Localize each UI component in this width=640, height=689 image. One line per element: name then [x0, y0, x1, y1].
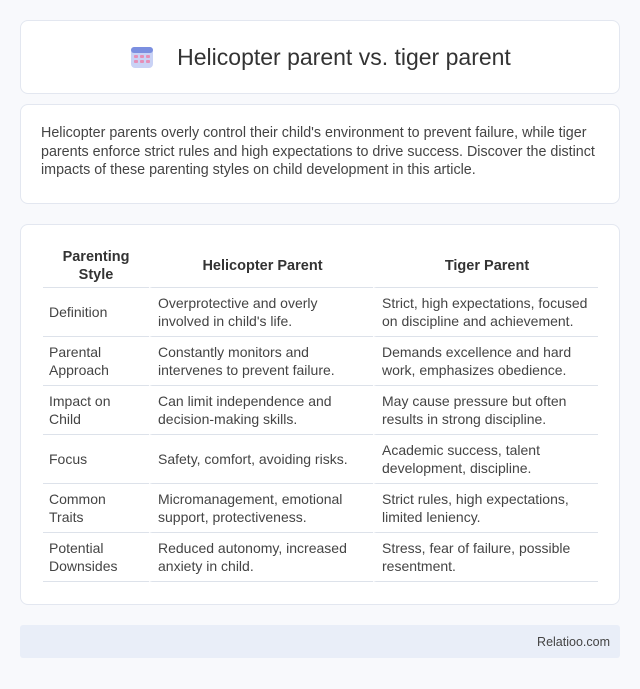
row-label: Potential Downsides	[43, 533, 149, 582]
table-row	[43, 288, 598, 337]
tiger-cell: Stress, fear of failure, possible resentment.	[373, 533, 598, 582]
intro-paragraph: Helicopter parents overly control their child's environment to prevent failure, while tiger parents enforce strict rules and high expectations to drive success. Discover the distinct impacts of these parenting styles on child development in this article.	[41, 125, 595, 178]
header-helicopter-parent: Helicopter Parent	[149, 244, 373, 288]
table-card	[20, 224, 620, 605]
tiger-cell: Academic success, talent development, discipline.	[373, 435, 598, 484]
helicopter-cell: Can limit independence and decision-making skills.	[149, 386, 373, 435]
header-tiger-parent: Tiger Parent	[373, 244, 598, 288]
table-row	[43, 337, 598, 386]
helicopter-cell: Micromanagement, emotional support, protectiveness.	[149, 484, 373, 533]
row-label: Common Traits	[43, 484, 149, 533]
helicopter-cell: Overprotective and overly involved in child's life.	[149, 288, 373, 337]
footer	[20, 625, 620, 658]
row-label: Focus	[43, 435, 149, 484]
table-row	[43, 484, 598, 533]
row-label: Definition	[43, 288, 149, 337]
table-header-row	[43, 244, 598, 288]
helicopter-cell: Safety, comfort, avoiding risks.	[149, 435, 373, 484]
row-label: Parental Approach	[43, 337, 149, 386]
intro-card	[20, 104, 620, 204]
table-row	[43, 435, 598, 484]
row-label: Impact on Child	[43, 386, 149, 435]
table-row	[43, 386, 598, 435]
footer-site-name: Relatioo.com	[537, 634, 610, 649]
tiger-cell: May cause pressure but often results in strong discipline.	[373, 386, 598, 435]
helicopter-cell: Constantly monitors and intervenes to prevent failure.	[149, 337, 373, 386]
header-parenting-style: Parenting Style	[43, 244, 149, 288]
tiger-cell: Strict rules, high expectations, limited leniency.	[373, 484, 598, 533]
helicopter-cell: Reduced autonomy, increased anxiety in child.	[149, 533, 373, 582]
tiger-cell: Demands excellence and hard work, emphasizes obedience.	[373, 337, 598, 386]
calendar-icon	[129, 44, 155, 70]
table-row	[43, 533, 598, 582]
tiger-cell: Strict, high expectations, focused on discipline and achievement.	[373, 288, 598, 337]
page-title: Helicopter parent vs. tiger parent	[177, 43, 511, 70]
title-card	[20, 20, 620, 94]
comparison-table	[43, 244, 598, 582]
